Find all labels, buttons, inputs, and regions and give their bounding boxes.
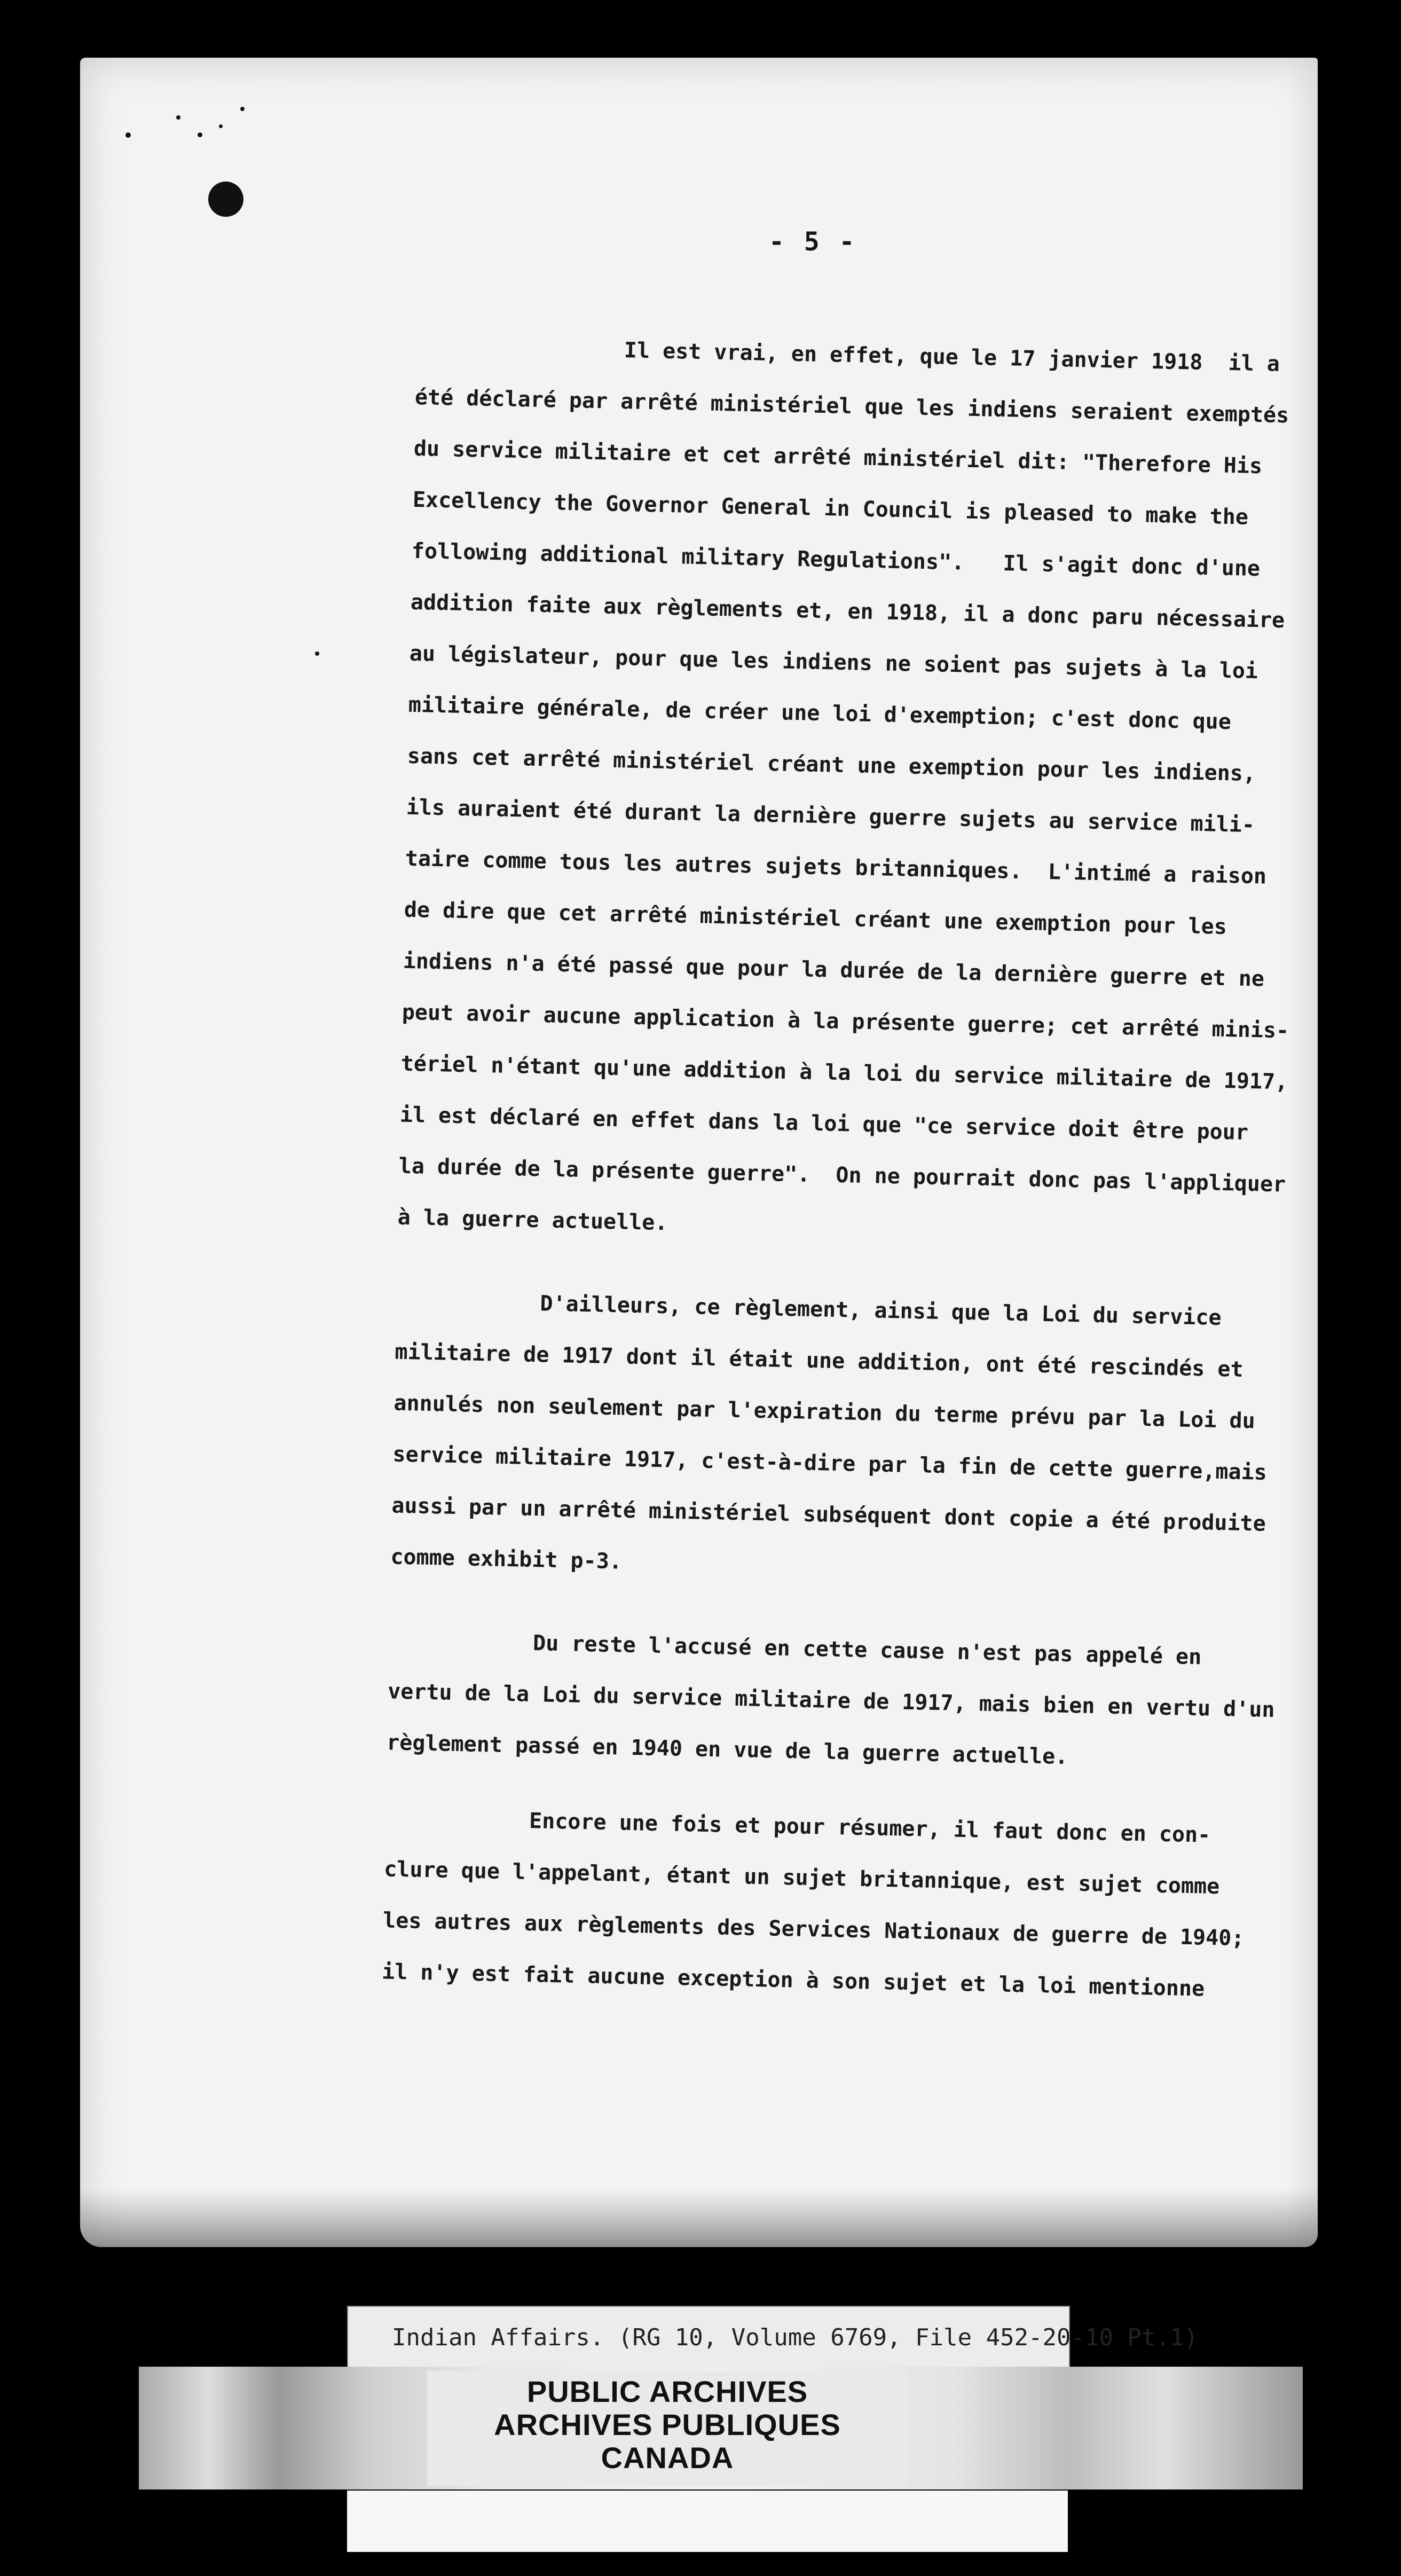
text-line: règlement passé en 1940 en vue de la guerre actuelle. <box>386 1730 1068 1770</box>
paragraph-3 <box>386 1614 1276 1786</box>
stamp-line: ARCHIVES PUBLIQUES <box>494 2408 841 2441</box>
text-line: peut avoir aucune application à la présente guerre; cet arrêté minis- <box>402 1000 1289 1043</box>
text-line: militaire de 1917 dont il était une addition, ont été rescindés et <box>395 1339 1244 1382</box>
paragraph-4 <box>381 1792 1266 2015</box>
text-line: les autres aux règlements des Services Nationaux de guerre de 1940; <box>382 1908 1245 1951</box>
text-line: Du reste l'accusé en cette cause n'est pas appelé en <box>532 1631 1202 1670</box>
text-line: il est déclaré en effet dans la loi que "ce service doit être pour <box>399 1102 1249 1145</box>
ink-speck <box>219 124 223 128</box>
text-line: following additional military Regulations". Il s'agit donc d'une <box>411 538 1261 582</box>
text-line: militaire générale, de créer une loi d'exemption; c'est donc que <box>408 692 1232 735</box>
ink-speck <box>125 132 131 138</box>
text-line: de dire que cet arrêté ministériel créant une exemption pour les <box>404 897 1227 940</box>
text-line: au législateur, pour que les indiens ne soient pas sujets à la loi <box>409 641 1258 684</box>
ink-speck <box>198 132 202 137</box>
text-line: du service militaire et cet arrêté ministériel dit: "Therefore His <box>413 436 1263 479</box>
text-line: aussi par un arrêté ministériel subséquent dont copie a été produite <box>391 1493 1266 1536</box>
ink-spot <box>208 182 243 217</box>
text-line: indiens n'a été passé que pour la durée de la dernière guerre et ne <box>403 948 1265 992</box>
paragraph-2 <box>390 1275 1277 1601</box>
ink-speck <box>315 651 319 656</box>
archive-reference-text: Indian Affairs. (RG 10, Volume 6769, File 452-20-10 Pt.1) <box>392 2324 1198 2351</box>
letter-body <box>381 320 1297 2016</box>
text-line: il n'y est fait aucune exception à son sujet et la loi mentionne <box>381 1959 1205 2001</box>
text-line: Excellency the Governor General in Council is pleased to make the <box>412 487 1249 530</box>
text-line: la durée de la présente guerre". On ne pourrait donc pas l'appliquer <box>398 1153 1286 1197</box>
text-line: Encore une fois et pour résumer, il faut donc en con- <box>529 1809 1211 1848</box>
text-line: vertu de la Loi du service militaire de 1917, mais bien en vertu d'un <box>387 1679 1276 1723</box>
text-line: sans cet arrêté ministériel créant une exemption pour les indiens, <box>407 743 1256 787</box>
archives-stamp <box>427 2371 908 2486</box>
text-line: clure que l'appelant, étant un sujet britannique, est sujet comme <box>383 1857 1220 1899</box>
text-line: tériel n'étant qu'une addition à la loi du service militaire de 1917, <box>400 1051 1288 1095</box>
text-line: taire comme tous les autres sujets britanniques. L'intimé a raison <box>405 846 1267 889</box>
text-line: été déclaré par arrêté ministériel que les indiens seraient exemptés <box>414 384 1289 428</box>
text-line: addition faite aux règlements et, en 1918, il a donc paru nécessaire <box>410 590 1285 633</box>
ink-speck <box>176 115 180 120</box>
text-line: comme exhibit p-3. <box>390 1544 623 1574</box>
stamp-line: CANADA <box>601 2441 734 2475</box>
page-number: - 5 - <box>769 227 857 257</box>
text-line: Il est vrai, en effet, que le 17 janvier 1918 il a <box>624 338 1280 376</box>
text-line: ils auraient été durant la dernière guerre sujets au service mili- <box>406 795 1255 838</box>
text-line: à la guerre actuelle. <box>397 1205 668 1236</box>
archive-reference-label <box>347 2306 1198 2372</box>
text-line: service militaire 1917, c'est-à-dire par la fin de cette guerre,mais <box>392 1442 1268 1485</box>
ink-speck <box>240 107 245 111</box>
text-line: D'ailleurs, ce règlement, ainsi que la Loi du service <box>540 1291 1222 1330</box>
paragraph-1 <box>397 320 1297 1261</box>
stamp-line: PUBLIC ARCHIVES <box>526 2375 808 2408</box>
text-line: annulés non seulement par l'expiration du terme prévu par la Loi du <box>393 1391 1256 1434</box>
blank-label-band <box>347 2491 1068 2552</box>
